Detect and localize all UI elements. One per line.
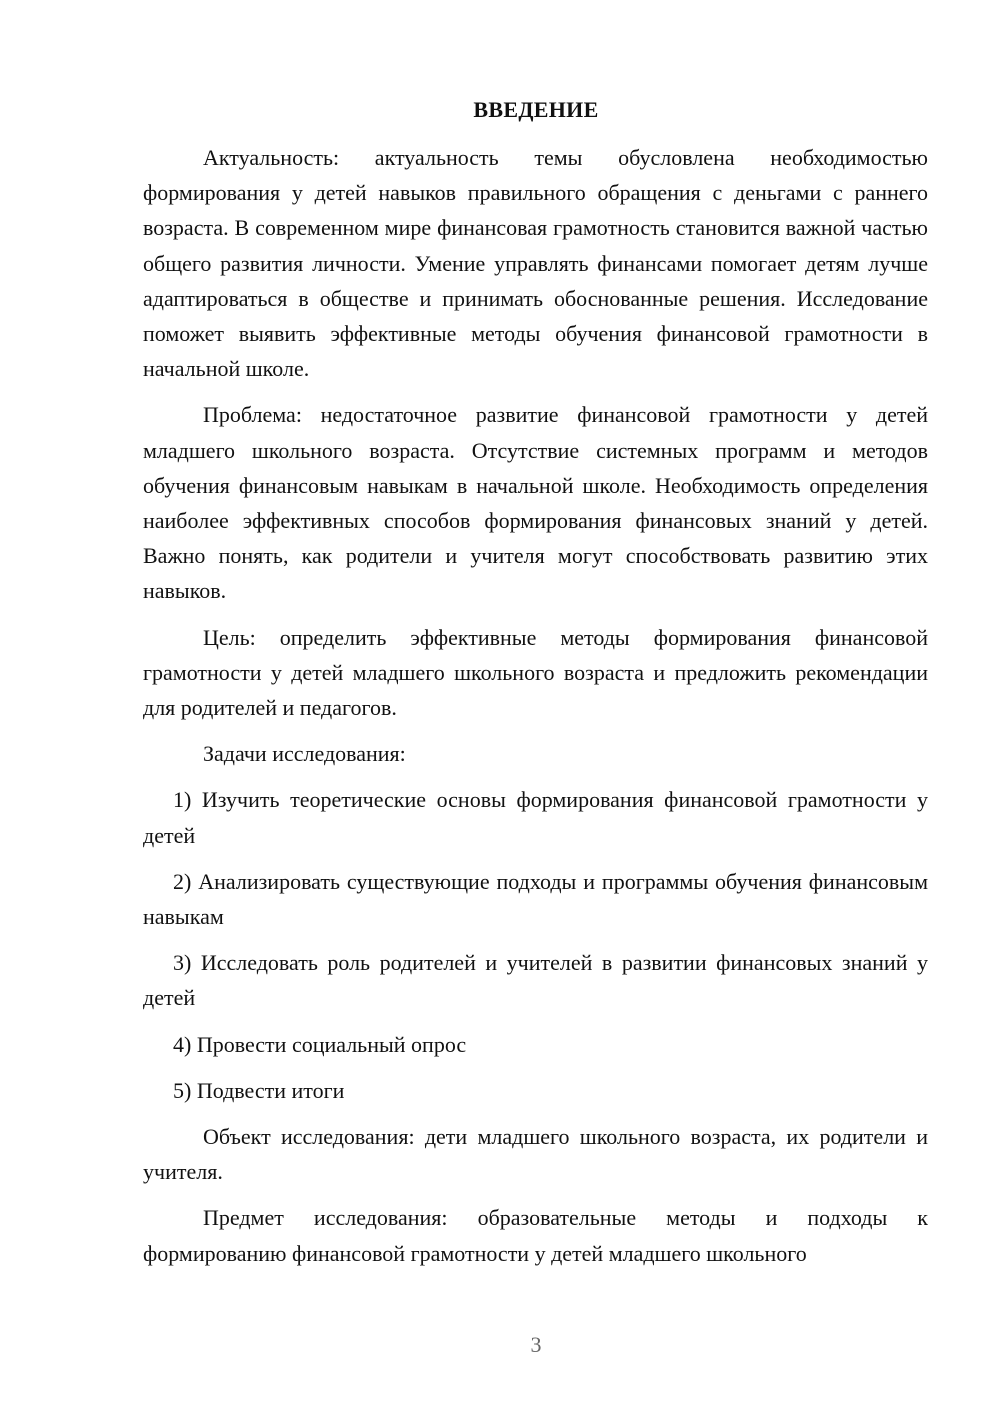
object-paragraph: Объект исследования: дети младшего школьного возраста, их родители и учителя. xyxy=(143,1124,928,1185)
body-text xyxy=(143,140,928,1282)
task-item: 3) Исследовать роль родителей и учителей в развитии финансовых знаний у детей xyxy=(143,950,928,1011)
page-number: 3 xyxy=(530,1332,542,1357)
tasks-heading: Задачи исследования: xyxy=(203,741,406,767)
relevance-paragraph: Актуальность: актуальность темы обусловлена необходимостью формирования у детей навыков правильного обращения с деньгами с раннего возраста. В современном мире финансовая грамотность становится важной частью общего развития личности. Умение управлять финансами помогает детям лучше адаптироваться в обществе и принимать обоснованные решения. Исследование поможет выявить эффективные методы обучения финансовой грамотности в начальной школе. xyxy=(143,145,928,382)
goal-paragraph: Цель: определить эффективные методы формирования финансовой грамотности у детей младшего школьного возраста и предложить рекомендации для родителей и педагогов. xyxy=(143,624,928,721)
section-heading: ВВЕДЕНИЕ xyxy=(473,97,599,122)
task-item: 4) Провести социальный опрос xyxy=(173,1031,467,1057)
task-item: 5) Подвести итоги xyxy=(173,1077,345,1103)
task-item: 2) Анализировать существующие подходы и программы обучения финансовым навыкам xyxy=(143,868,928,930)
task-item: 1) Изучить теоретические основы формирования финансовой грамотности у детей xyxy=(143,787,928,848)
problem-paragraph: Проблема: недостаточное развитие финансовой грамотности у детей младшего школьного возраста. Отсутствие системных программ и методов обучения финансовым навыкам в начальной школе. Необходимость определения наиболее эффективных способов формирования финансовых знаний у детей. Важно понять, как родители и учителя могут способствовать развитию этих навыков. xyxy=(143,402,928,604)
subject-paragraph: Предмет исследования: образовательные методы и подходы к формированию финансовой грамотности у детей младшего школьного xyxy=(143,1205,928,1266)
